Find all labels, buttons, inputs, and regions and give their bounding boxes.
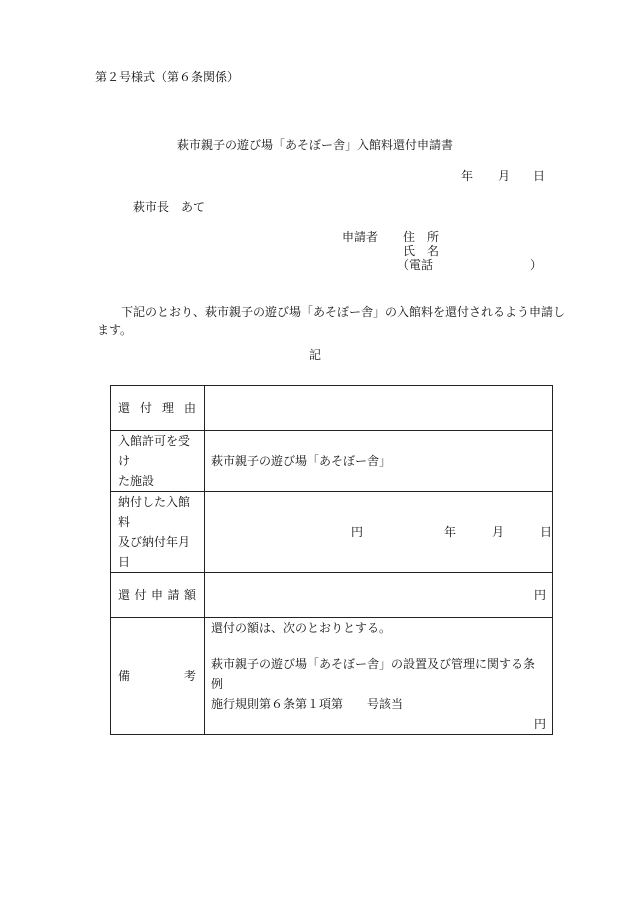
fee-yen-label: 円 [351,525,364,539]
application-table [110,385,553,735]
label-facility [111,431,205,492]
label-refund-reason: 還 付 理 由 [111,386,205,431]
label-paid-fee-line1: 納付した入館料 [118,495,191,529]
applicant-role: 申請者 [342,230,379,244]
remarks-field[interactable] [205,618,553,735]
refund-yen-label: 円 [533,588,546,602]
label-paid-fee [111,492,205,573]
table-row [111,431,553,492]
table-row [111,573,553,618]
label-remarks: 備 考 [111,618,205,735]
addressee: 萩市長 あて [133,200,206,214]
fee-year-label: 年 [444,525,457,539]
date-month-label: 月 [498,169,511,183]
name-label: 氏 名 [403,244,440,258]
remarks-yen-label: 円 [533,717,546,731]
remarks-note1: 還付の額は、次のとおりとする。 [211,621,392,635]
refund-reason-field[interactable] [205,386,553,431]
fee-day-label: 日 [540,525,553,539]
remarks-note3: 施行規則第６条第１項第 号該当 [211,697,404,711]
label-paid-fee-line2: 及び納付年月日 [118,535,191,569]
phone-close: ） [530,258,543,272]
body-text: 下記のとおり、萩市親子の遊び場「あそぼー舎」の入館料を還付されるよう申請します。 [97,305,566,337]
facility-value: 萩市親子の遊び場「あそぼー舎」 [205,431,553,492]
table-row [111,618,553,735]
label-facility-line2: た施設 [118,474,155,488]
table-row [111,492,553,573]
fee-month-label: 月 [492,525,505,539]
date-year-label: 年 [461,169,474,183]
ki-heading: 記 [308,348,321,362]
remarks-note2: 萩市親子の遊び場「あそぼー舎」の設置及び管理に関する条例 [211,657,536,691]
phone-open: （電話 [397,258,434,272]
document-title: 萩市親子の遊び場「あそぼー舎」入館料還付申請書 [176,138,453,152]
label-refund-amount: 還 付 申 請 額 [111,573,205,618]
refund-amount-field[interactable] [205,573,553,618]
table-row [111,386,553,431]
form-number: 第２号様式（第６条関係） [95,70,240,84]
paid-fee-field[interactable] [205,492,553,573]
address-label: 住 所 [403,230,440,244]
label-facility-line1: 入館許可を受け [118,434,191,468]
date-day-label: 日 [533,169,546,183]
